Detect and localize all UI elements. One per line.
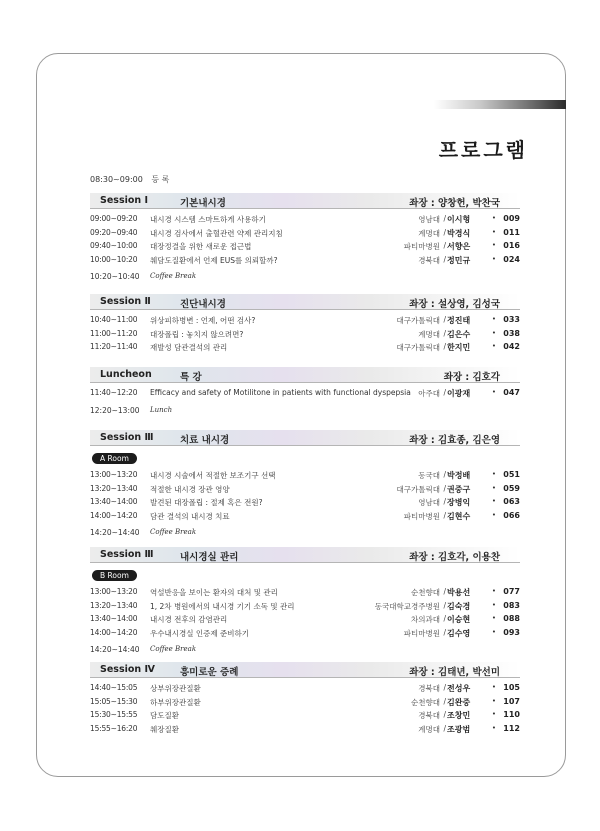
row-topic: 1, 2차 병원에서의 내시경 기기 소독 및 관리	[150, 601, 295, 611]
row-time: 14:00~14:20	[90, 627, 138, 637]
row-page: 033	[503, 315, 520, 324]
row-affiliation: 경북대	[418, 684, 440, 693]
row-page: 112	[503, 723, 520, 733]
row-affiliation: 영남대	[418, 498, 440, 507]
row-time: 13:00~13:20	[90, 470, 138, 479]
program-row	[90, 600, 520, 614]
session-block	[90, 367, 520, 419]
bullet-dot: •	[491, 241, 496, 249]
row-topic: 췌담도질환에서 언제 EUS를 의뢰할까?	[150, 255, 278, 265]
separator-slash: /	[443, 627, 446, 637]
separator-slash: /	[443, 710, 446, 719]
row-page: 038	[503, 328, 520, 338]
row-affiliation: 경북대	[418, 255, 440, 265]
session-rows	[90, 213, 520, 267]
row-page: 063	[503, 497, 520, 506]
session-title: 흥미로운 증례	[180, 667, 239, 678]
row-page: 107	[503, 696, 520, 706]
session-block	[90, 547, 520, 658]
break-label: Lunch	[150, 405, 173, 414]
row-topic: 내시경 시스템 스마트하게 사용하기	[150, 215, 266, 224]
row-speaker: 서향은	[447, 242, 471, 251]
program-row	[90, 341, 520, 355]
separator-slash: /	[443, 254, 446, 264]
registration-time: 08:30~09:00	[90, 175, 143, 184]
row-speaker: 권중구	[447, 484, 471, 494]
session-name: Session Ⅲ	[100, 549, 154, 560]
header-gradient-bar	[434, 100, 566, 109]
row-topic: 내시경 검사에서 출혈관련 약제 관리지침	[150, 228, 283, 238]
row-speaker: 정진태	[447, 316, 471, 325]
bullet-dot: •	[491, 683, 496, 691]
row-speaker: 박용선	[447, 588, 471, 597]
bullet-dot: •	[491, 696, 496, 705]
session-block	[90, 662, 520, 736]
program-row	[90, 613, 520, 627]
program-row	[90, 496, 520, 510]
session-title: 기본내시경	[180, 198, 226, 209]
bullet-dot: •	[491, 587, 496, 595]
session-rows	[90, 586, 520, 640]
session-block	[90, 294, 520, 355]
separator-slash: /	[443, 328, 446, 338]
program-row	[90, 227, 520, 241]
session-header	[90, 367, 520, 383]
row-topic: 내시경 시술에서 적절한 보조기구 선택	[150, 471, 276, 480]
row-speaker: 조창민	[447, 711, 471, 720]
separator-slash: /	[443, 342, 446, 351]
bullet-dot: •	[491, 254, 496, 263]
separator-slash: /	[443, 388, 446, 397]
program-row	[90, 254, 520, 268]
program-row	[90, 314, 520, 328]
session-block	[90, 430, 520, 541]
session-name: Session Ⅰ	[100, 195, 148, 206]
row-speaker: 김수영	[447, 628, 471, 638]
program-row	[90, 387, 520, 401]
separator-slash: /	[443, 470, 446, 479]
session-title: 치료 내시경	[180, 435, 230, 446]
session-chair: 좌장 : 양창헌, 박찬국	[409, 198, 500, 209]
registration-line	[90, 174, 175, 185]
row-page: 047	[503, 388, 520, 397]
row-affiliation: 경북대	[418, 711, 440, 720]
row-affiliation: 계명대	[418, 329, 440, 339]
program-row	[90, 213, 520, 227]
row-time: 09:20~09:40	[90, 227, 138, 237]
row-time: 15:30~15:55	[90, 710, 138, 719]
row-time: 13:00~13:20	[90, 587, 138, 596]
row-affiliation: 동국대학교경주병원	[374, 601, 440, 611]
row-time: 11:20~11:40	[90, 342, 138, 351]
bullet-dot: •	[491, 627, 496, 636]
bullet-dot: •	[491, 388, 496, 396]
row-time: 09:40~10:00	[90, 241, 138, 250]
separator-slash: /	[443, 683, 446, 692]
room-badge: A Room	[92, 453, 137, 464]
row-time: 13:20~13:40	[90, 483, 138, 493]
row-speaker: 조광범	[447, 724, 471, 734]
program-row	[90, 682, 520, 696]
session-header	[90, 430, 520, 446]
row-time: 14:40~15:05	[90, 683, 138, 692]
registration-label: 등 록	[151, 175, 170, 184]
session-rows	[90, 469, 520, 523]
row-page: 093	[503, 627, 520, 637]
page-title: 프로그램	[438, 138, 528, 162]
row-time: 13:20~13:40	[90, 600, 138, 610]
row-affiliation: 동국대	[418, 471, 440, 480]
row-speaker: 전성우	[447, 684, 471, 693]
row-affiliation: 아주대	[418, 389, 440, 398]
row-speaker: 이광재	[447, 389, 471, 398]
bullet-dot: •	[491, 600, 496, 609]
break-time: 12:20~13:00	[90, 405, 140, 415]
row-time: 11:00~11:20	[90, 328, 138, 338]
separator-slash: /	[443, 587, 446, 596]
session-rows	[90, 387, 520, 401]
row-affiliation: 대구가톨릭대	[396, 484, 440, 494]
row-affiliation: 대구가톨릭대	[396, 316, 440, 325]
session-title: 특 강	[180, 372, 202, 383]
program-row	[90, 627, 520, 641]
row-affiliation: 순천향대	[411, 588, 440, 597]
row-affiliation: 차의과대	[411, 615, 440, 624]
row-topic: 발견된 대장폴립 : 절제 혹은 전원?	[150, 498, 263, 507]
row-speaker: 장병익	[447, 498, 471, 507]
row-page: 110	[503, 710, 520, 719]
session-rows	[90, 682, 520, 736]
row-time: 10:40~11:00	[90, 315, 138, 324]
session-header	[90, 294, 520, 310]
row-page: 042	[503, 342, 520, 351]
row-topic: 대장정결을 위한 새로운 접근법	[150, 242, 252, 251]
session-chair: 좌장 : 김호각	[443, 372, 500, 383]
separator-slash: /	[443, 510, 446, 520]
row-affiliation: 파티마병원	[403, 628, 440, 638]
row-page: 066	[503, 510, 520, 520]
session-header	[90, 662, 520, 678]
bullet-dot: •	[491, 315, 496, 323]
break-label: Coffee Break	[150, 645, 197, 653]
break-row	[90, 272, 520, 285]
separator-slash: /	[443, 614, 446, 623]
session-header	[90, 193, 520, 209]
break-row	[90, 406, 520, 419]
row-time: 11:40~12:20	[90, 388, 138, 397]
program-row	[90, 709, 520, 723]
row-topic: 재발성 담관결석의 관리	[150, 343, 228, 352]
bullet-dot: •	[491, 470, 496, 478]
separator-slash: /	[443, 497, 446, 506]
row-speaker: 박정배	[447, 471, 471, 480]
break-row	[90, 645, 520, 658]
session-title: 내시경실 관리	[180, 552, 239, 563]
separator-slash: /	[443, 315, 446, 324]
row-affiliation: 순천향대	[411, 697, 440, 707]
bullet-dot: •	[491, 614, 496, 622]
break-time: 10:20~10:40	[90, 272, 140, 281]
row-speaker: 이승현	[447, 615, 471, 624]
row-topic: 상부위장관질환	[150, 684, 201, 693]
row-page: 105	[503, 683, 520, 692]
bullet-dot: •	[491, 328, 496, 337]
bullet-dot: •	[491, 497, 496, 505]
row-page: 011	[503, 227, 520, 237]
session-chair: 좌장 : 김태년, 박선미	[409, 667, 500, 678]
session-name: Session Ⅳ	[100, 664, 155, 675]
session-title: 진단내시경	[180, 299, 226, 310]
row-speaker: 김현수	[447, 511, 471, 521]
row-speaker: 정민규	[447, 255, 471, 265]
row-affiliation: 파티마병원	[403, 511, 440, 521]
row-page: 051	[503, 470, 520, 479]
row-topic: 내시경 전후의 감염관리	[150, 615, 228, 624]
separator-slash: /	[443, 241, 446, 250]
break-row	[90, 528, 520, 541]
bullet-dot: •	[491, 342, 496, 350]
bullet-dot: •	[491, 710, 496, 718]
session-name: Session Ⅱ	[100, 296, 151, 307]
program-row	[90, 483, 520, 497]
row-speaker: 김완중	[447, 697, 471, 707]
bullet-dot: •	[491, 227, 496, 236]
row-topic: 우수내시경실 인증제 준비하기	[150, 628, 249, 638]
row-topic: 적절한 내시경 장관 영양	[150, 484, 230, 494]
separator-slash: /	[443, 227, 446, 237]
row-time: 10:00~10:20	[90, 254, 138, 264]
row-time: 09:00~09:20	[90, 214, 138, 223]
row-speaker: 김은수	[447, 329, 471, 339]
program-row	[90, 469, 520, 483]
session-chair: 좌장 : 김호각, 이용찬	[409, 552, 500, 563]
row-speaker: 박경식	[447, 228, 471, 238]
row-time: 13:40~14:00	[90, 497, 138, 506]
row-page: 059	[503, 483, 520, 493]
row-time: 15:55~16:20	[90, 723, 138, 733]
program-row	[90, 240, 520, 254]
row-topic: 하부위장관질환	[150, 697, 201, 707]
session-name: Session Ⅲ	[100, 432, 154, 443]
session-chair: 좌장 : 설상영, 김성국	[409, 299, 500, 310]
program-row	[90, 510, 520, 524]
row-time: 15:05~15:30	[90, 696, 138, 706]
row-topic: 담관 결석의 내시경 치료	[150, 511, 230, 521]
row-topic: Efficacy and safety of Motilitone in patients with functional dyspepsia	[150, 388, 411, 397]
session-rows	[90, 314, 520, 355]
program-row	[90, 723, 520, 737]
break-label: Coffee Break	[150, 272, 197, 280]
row-topic: 췌장질환	[150, 724, 179, 734]
break-time: 14:20~14:40	[90, 528, 140, 537]
separator-slash: /	[443, 214, 446, 223]
bullet-dot: •	[491, 214, 496, 222]
row-affiliation: 대구가톨릭대	[396, 343, 440, 352]
row-page: 009	[503, 214, 520, 223]
program-row	[90, 696, 520, 710]
bullet-dot: •	[491, 723, 496, 732]
row-speaker: 김숙경	[447, 601, 471, 611]
row-time: 13:40~14:00	[90, 614, 138, 623]
row-topic: 담도질환	[150, 711, 179, 720]
row-page: 016	[503, 241, 520, 250]
session-chair: 좌장 : 김효종, 김은영	[409, 435, 500, 446]
separator-slash: /	[443, 723, 446, 733]
row-page: 088	[503, 614, 520, 623]
bullet-dot: •	[491, 510, 496, 519]
bullet-dot: •	[491, 483, 496, 492]
program-row	[90, 328, 520, 342]
session-name: Luncheon	[100, 369, 152, 380]
row-page: 077	[503, 587, 520, 596]
break-label: Coffee Break	[150, 528, 197, 536]
row-affiliation: 영남대	[418, 215, 440, 224]
row-affiliation: 파티마병원	[403, 242, 440, 251]
row-topic: 역설반응을 보이는 환자의 대처 및 관리	[150, 588, 278, 597]
row-affiliation: 계명대	[418, 724, 440, 734]
row-speaker: 이시형	[447, 215, 471, 224]
separator-slash: /	[443, 600, 446, 610]
row-topic: 위상피하병변 : 언제, 어떤 검사?	[150, 316, 256, 325]
row-affiliation: 계명대	[418, 228, 440, 238]
row-page: 024	[503, 254, 520, 264]
row-speaker: 한지민	[447, 343, 471, 352]
session-block	[90, 193, 520, 285]
program-row	[90, 586, 520, 600]
row-time: 14:00~14:20	[90, 510, 138, 520]
break-time: 14:20~14:40	[90, 645, 140, 654]
session-header	[90, 547, 520, 563]
separator-slash: /	[443, 483, 446, 493]
room-badge: B Room	[92, 570, 137, 581]
row-topic: 대장폴립 : 놓치지 않으려면?	[150, 329, 244, 339]
separator-slash: /	[443, 696, 446, 706]
row-page: 083	[503, 600, 520, 610]
